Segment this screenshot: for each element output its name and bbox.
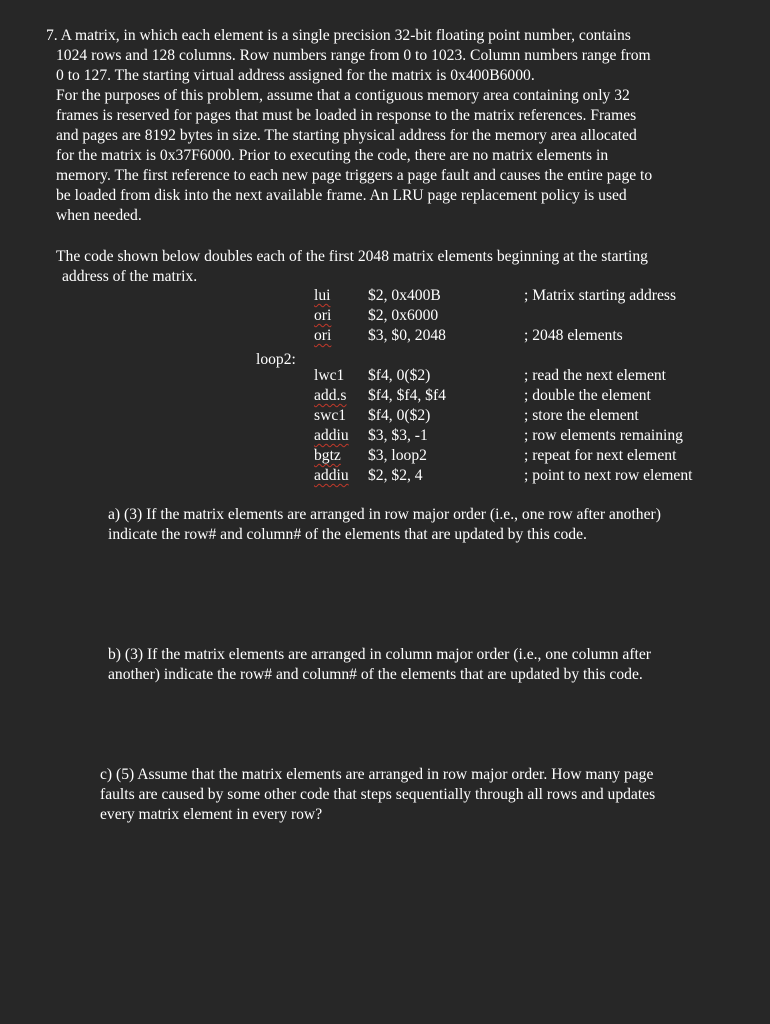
intro-line: 7. A matrix, in which each element is a single precision 32-bit floating point number, contains: [46, 27, 631, 44]
code-op: add.s: [314, 387, 347, 404]
code-args: $2, 0x400B: [368, 287, 441, 304]
intro-line: for the matrix is 0x37F6000. Prior to executing the code, there are no matrix elements in: [56, 147, 609, 164]
intro-line: frames is reserved for pages that must be loaded in response to the matrix references. Frames: [56, 107, 637, 124]
code-comment: ; store the element: [524, 407, 639, 424]
question-intro: [46, 26, 652, 226]
code-op: swc1: [314, 407, 347, 424]
loop-label: loop2:: [256, 351, 296, 368]
code-comment: ; point to next row element: [524, 467, 693, 484]
code-args: $2, $2, 4: [368, 467, 423, 484]
part-b: [108, 645, 651, 685]
part-b-line: b) (3) If the matrix elements are arranged in column major order (i.e., one column after: [108, 646, 651, 663]
code-comment: ; read the next element: [524, 367, 667, 384]
code-comment: ; Matrix starting address: [524, 287, 677, 304]
part-b-line: another) indicate the row# and column# of the elements that are updated by this code.: [108, 666, 643, 683]
code-args: $f4, $f4, $f4: [368, 387, 446, 404]
part-c-line: every matrix element in every row?: [100, 806, 323, 823]
intro-line: and pages are 8192 bytes in size. The starting physical address for the memory area allocated: [56, 127, 637, 144]
part-c-line: faults are caused by some other code that steps sequentially through all rows and updates: [100, 786, 656, 803]
code-intro: [56, 247, 648, 287]
part-c: [100, 765, 655, 825]
code-args: $f4, 0($2): [368, 407, 431, 424]
intro-line: For the purposes of this problem, assume that a contiguous memory area containing only 32: [56, 87, 630, 104]
code-op: bgtz: [314, 447, 341, 464]
code-intro-line: The code shown below doubles each of the first 2048 matrix elements beginning at the starting: [56, 248, 648, 265]
code-intro-line: address of the matrix.: [62, 268, 198, 285]
code-args: $3, loop2: [368, 447, 427, 464]
code-comment: ; repeat for next element: [524, 447, 677, 464]
intro-line: when needed.: [56, 207, 142, 224]
part-a-line: a) (3) If the matrix elements are arranged in row major order (i.e., one row after another): [108, 506, 661, 523]
code-op: addiu: [314, 427, 349, 444]
code-args: $3, $3, -1: [368, 427, 428, 444]
code-comment: ; row elements remaining: [524, 427, 683, 444]
code-op: lui: [314, 287, 331, 304]
intro-line: memory. The first reference to each new page triggers a page fault and causes the entire page to: [56, 167, 653, 184]
code-args: $f4, 0($2): [368, 367, 431, 384]
part-c-line: c) (5) Assume that the matrix elements are arranged in row major order. How many page: [100, 766, 654, 783]
intro-line: 0 to 127. The starting virtual address assigned for the matrix is 0x400B6000.: [56, 67, 535, 84]
code-op: addiu: [314, 467, 349, 484]
code-args: $2, 0x6000: [368, 307, 439, 324]
code-comment: ; double the element: [524, 387, 651, 404]
part-a: [108, 505, 661, 545]
code-comment: ; 2048 elements: [524, 327, 623, 344]
intro-line: be loaded from disk into the next available frame. An LRU page replacement policy is used: [56, 187, 627, 204]
intro-line: 1024 rows and 128 columns. Row numbers range from 0 to 1023. Column numbers range from: [56, 47, 651, 64]
part-a-line: indicate the row# and column# of the elements that are updated by this code.: [108, 526, 587, 543]
code-op: ori: [314, 307, 332, 324]
code-args: $3, $0, 2048: [368, 327, 446, 344]
code-op: lwc1: [314, 367, 345, 384]
code-op: ori: [314, 327, 332, 344]
